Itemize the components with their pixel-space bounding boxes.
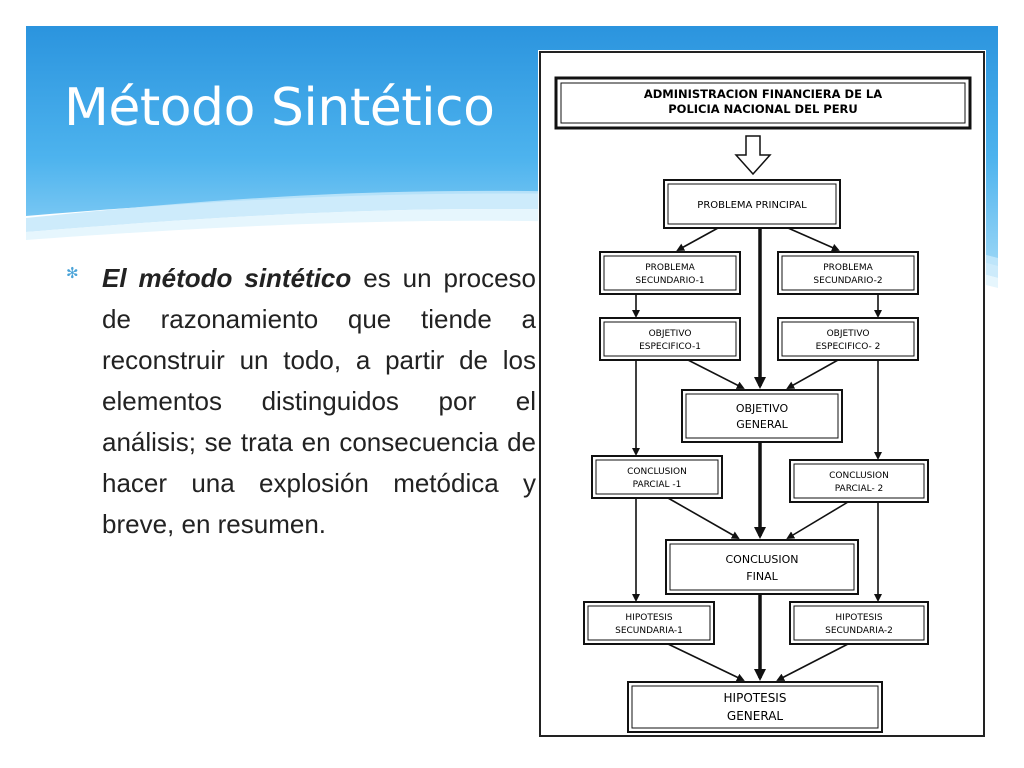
box-objetivo-general [682,390,842,442]
svg-text:SECUNDARIA-2: SECUNDARIA-2 [825,626,893,636]
box-problema-secundario-2 [778,252,918,294]
box-problema-secundario-1 [600,252,740,294]
svg-text:GENERAL: GENERAL [726,709,784,723]
bullet-text [102,258,536,545]
slide-title: Método Sintético [64,78,495,138]
svg-text:SECUNDARIO-2: SECUNDARIO-2 [813,276,883,286]
svg-text:ESPECIFICO-1: ESPECIFICO-1 [639,342,701,352]
svg-text:PARCIAL -1: PARCIAL -1 [632,480,682,490]
asterisk-bullet-icon: ✻ [66,264,79,282]
bullet-item [66,258,536,545]
box-hipotesis-secundaria-2 [790,602,928,644]
box-conclusion-parcial-1 [592,456,722,498]
svg-text:OBJETIVO: OBJETIVO [648,329,692,339]
svg-text:GENERAL: GENERAL [736,418,788,431]
flowchart [538,50,986,738]
box-conclusion-parcial-2 [790,460,928,502]
svg-text:HIPOTESIS: HIPOTESIS [723,691,787,705]
header-line1: ADMINISTRACION FINANCIERA DE LA [643,87,883,101]
svg-text:PARCIAL- 2: PARCIAL- 2 [834,484,884,494]
svg-text:OBJETIVO: OBJETIVO [735,402,789,415]
bullet-body: es un proceso de razonamiento que tiende a reconstruir un todo, a partir de los elementos distinguidos por el análisis; se trata en consecuencia de hacer una explosión metódica y breve, en resumen. [102,263,537,539]
svg-text:CONCLUSION: CONCLUSION [725,553,799,566]
svg-text:HIPOTESIS: HIPOTESIS [835,613,883,623]
svg-text:PROBLEMA: PROBLEMA [823,263,873,273]
box-hipotesis-secundaria-1 [584,602,714,644]
box-hipotesis-general [628,682,882,732]
problema-principal-label: PROBLEMA PRINCIPAL [697,200,807,211]
lead-bold: sintético [244,263,352,293]
svg-text:CONCLUSION: CONCLUSION [627,467,687,477]
svg-text:PROBLEMA: PROBLEMA [645,263,695,273]
svg-text:SECUNDARIO-1: SECUNDARIO-1 [635,276,705,286]
slide [26,26,998,742]
header-line2: POLICIA NACIONAL DEL PERU [668,102,858,116]
lead-italic: El método [102,263,233,293]
svg-text:CONCLUSION: CONCLUSION [829,471,889,481]
svg-text:FINAL: FINAL [746,570,778,583]
svg-text:ESPECIFICO- 2: ESPECIFICO- 2 [815,342,881,352]
box-problema-principal [664,180,840,228]
svg-text:OBJETIVO: OBJETIVO [826,329,870,339]
box-conclusion-final [666,540,858,594]
box-header [556,78,970,128]
svg-text:HIPOTESIS: HIPOTESIS [625,613,673,623]
box-objetivo-especifico-2 [778,318,918,360]
box-objetivo-especifico-1 [600,318,740,360]
flowchart-image [538,50,986,738]
svg-text:SECUNDARIA-1: SECUNDARIA-1 [615,626,683,636]
